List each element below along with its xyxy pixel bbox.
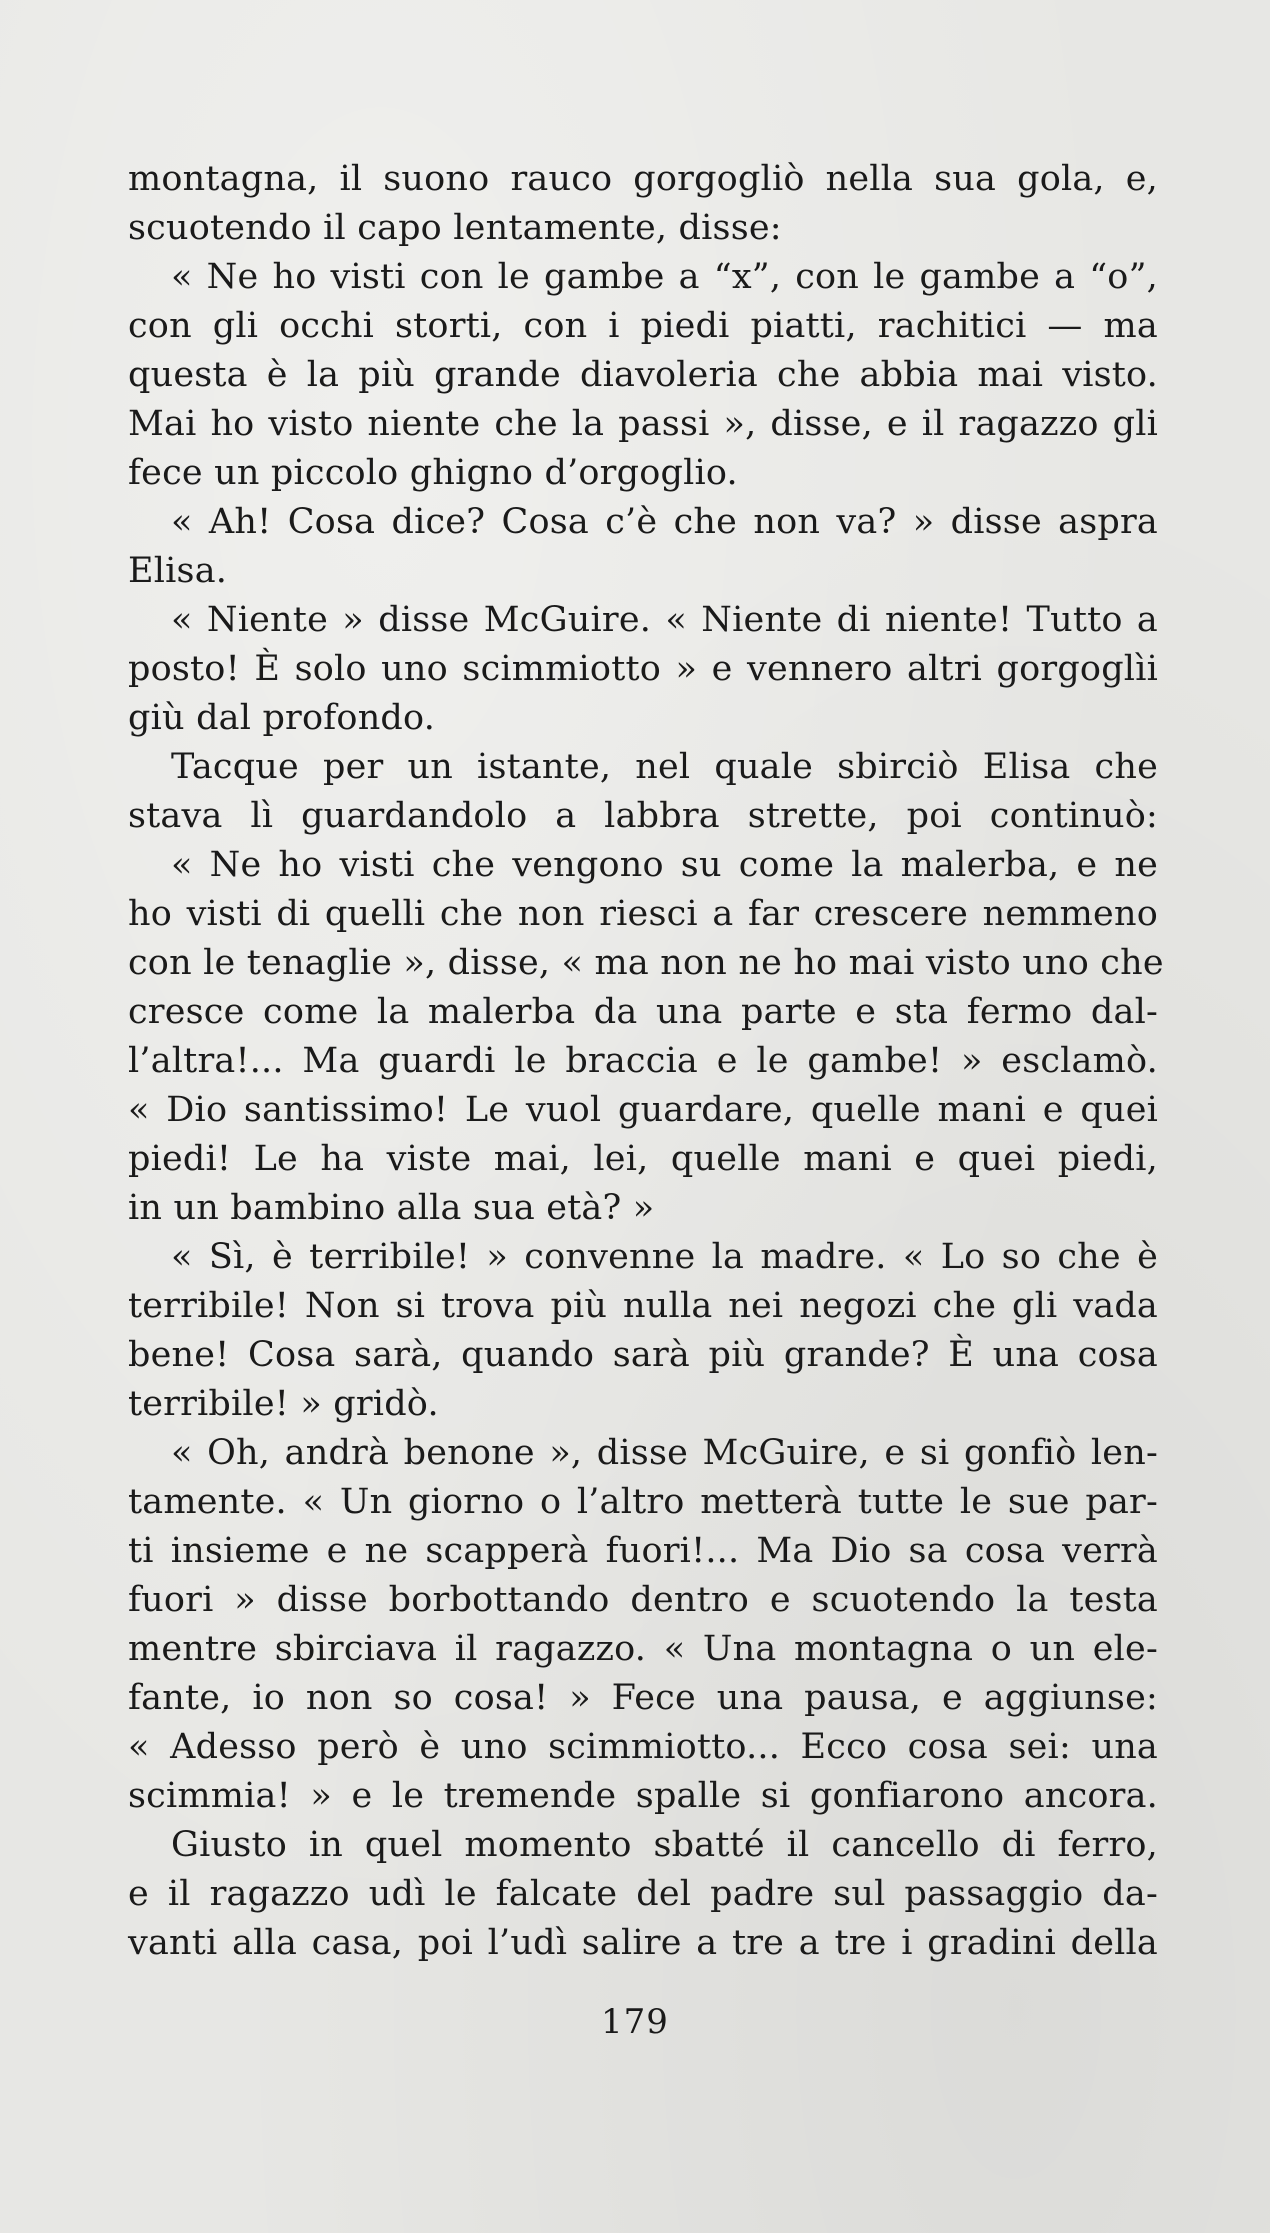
text-line: terribile! » gridò. [128, 1384, 439, 1424]
text-line: ti insieme e ne scapperà fuori!... Ma Dio sa cosa verrà [128, 1531, 1158, 1571]
text-line: stava lì guardandolo a labbra strette, poi continuò: [128, 796, 1158, 836]
text-line: « Sì, è terribile! » convenne la madre. « Lo so che è [171, 1237, 1158, 1277]
text-line: questa è la più grande diavoleria che abbia mai visto. [128, 355, 1158, 395]
text-line: « Dio santissimo! Le vuol guardare, quelle mani e quei [128, 1090, 1158, 1130]
text-line: « Ne ho visti che vengono su come la malerba, e ne [171, 845, 1158, 885]
text-line: « Oh, andrà benone », disse McGuire, e si gonfiò len- [171, 1433, 1158, 1473]
body-text [128, 155, 1164, 1968]
text-line: Mai ho visto niente che la passi », disse, e il ragazzo gli [128, 404, 1158, 444]
text-line: scuotendo il capo lentamente, disse: [128, 208, 782, 248]
text-line: piedi! Le ha viste mai, lei, quelle mani e quei piedi, [128, 1139, 1158, 1179]
text-line: Elisa. [128, 551, 228, 591]
text-line: « Adesso però è uno scimmiotto... Ecco cosa sei: una [128, 1727, 1158, 1767]
text-line: montagna, il suono rauco gorgogliò nella sua gola, e, [128, 159, 1158, 199]
text-line: cresce come la malerba da una parte e sta fermo dal- [128, 992, 1158, 1032]
text-line: « Ne ho visti con le gambe a “x”, con le gambe a “o”, [171, 257, 1158, 297]
text-line: fante, io non so cosa! » Fece una pausa, e aggiunse: [128, 1678, 1158, 1718]
text-line: con le tenaglie », disse, « ma non ne ho mai visto uno che [128, 943, 1164, 983]
text-line: Giusto in quel momento sbatté il cancello di ferro, [171, 1825, 1158, 1865]
text-line: « Niente » disse McGuire. « Niente di niente! Tutto a [171, 600, 1158, 640]
text-line: tamente. « Un giorno o l’altro metterà tutte le sue par- [128, 1482, 1158, 1522]
text-line: bene! Cosa sarà, quando sarà più grande? È una cosa [128, 1335, 1158, 1375]
text-line: con gli occhi storti, con i piedi piatti, rachitici — ma [128, 306, 1158, 346]
text-line: Tacque per un istante, nel quale sbirciò Elisa che [171, 747, 1158, 787]
text-line: posto! È solo uno scimmiotto » e vennero altri gorgoglìi [128, 649, 1158, 689]
text-line: fece un piccolo ghigno d’orgoglio. [128, 453, 738, 493]
text-line: « Ah! Cosa dice? Cosa c’è che non va? » disse aspra [171, 502, 1158, 542]
text-line: vanti alla casa, poi l’udì salire a tre a tre i gradini della [128, 1923, 1158, 1963]
text-line: fuori » disse borbottando dentro e scuotendo la testa [128, 1580, 1158, 1620]
text-line: mentre sbirciava il ragazzo. « Una montagna o un ele- [128, 1629, 1158, 1669]
text-line: in un bambino alla sua età? » [128, 1188, 655, 1228]
text-line: ho visti di quelli che non riesci a far crescere nemmeno [128, 894, 1158, 934]
text-line: scimmia! » e le tremende spalle si gonfiarono ancora. [128, 1776, 1158, 1816]
text-line: l’altra!... Ma guardi le braccia e le gambe! » esclamò. [128, 1041, 1158, 1081]
text-line: giù dal profondo. [128, 698, 436, 738]
text-line: e il ragazzo udì le falcate del padre sul passaggio da- [128, 1874, 1158, 1914]
page-number: 179 [601, 2002, 669, 2042]
text-line: terribile! Non si trova più nulla nei negozi che gli vada [128, 1286, 1158, 1326]
